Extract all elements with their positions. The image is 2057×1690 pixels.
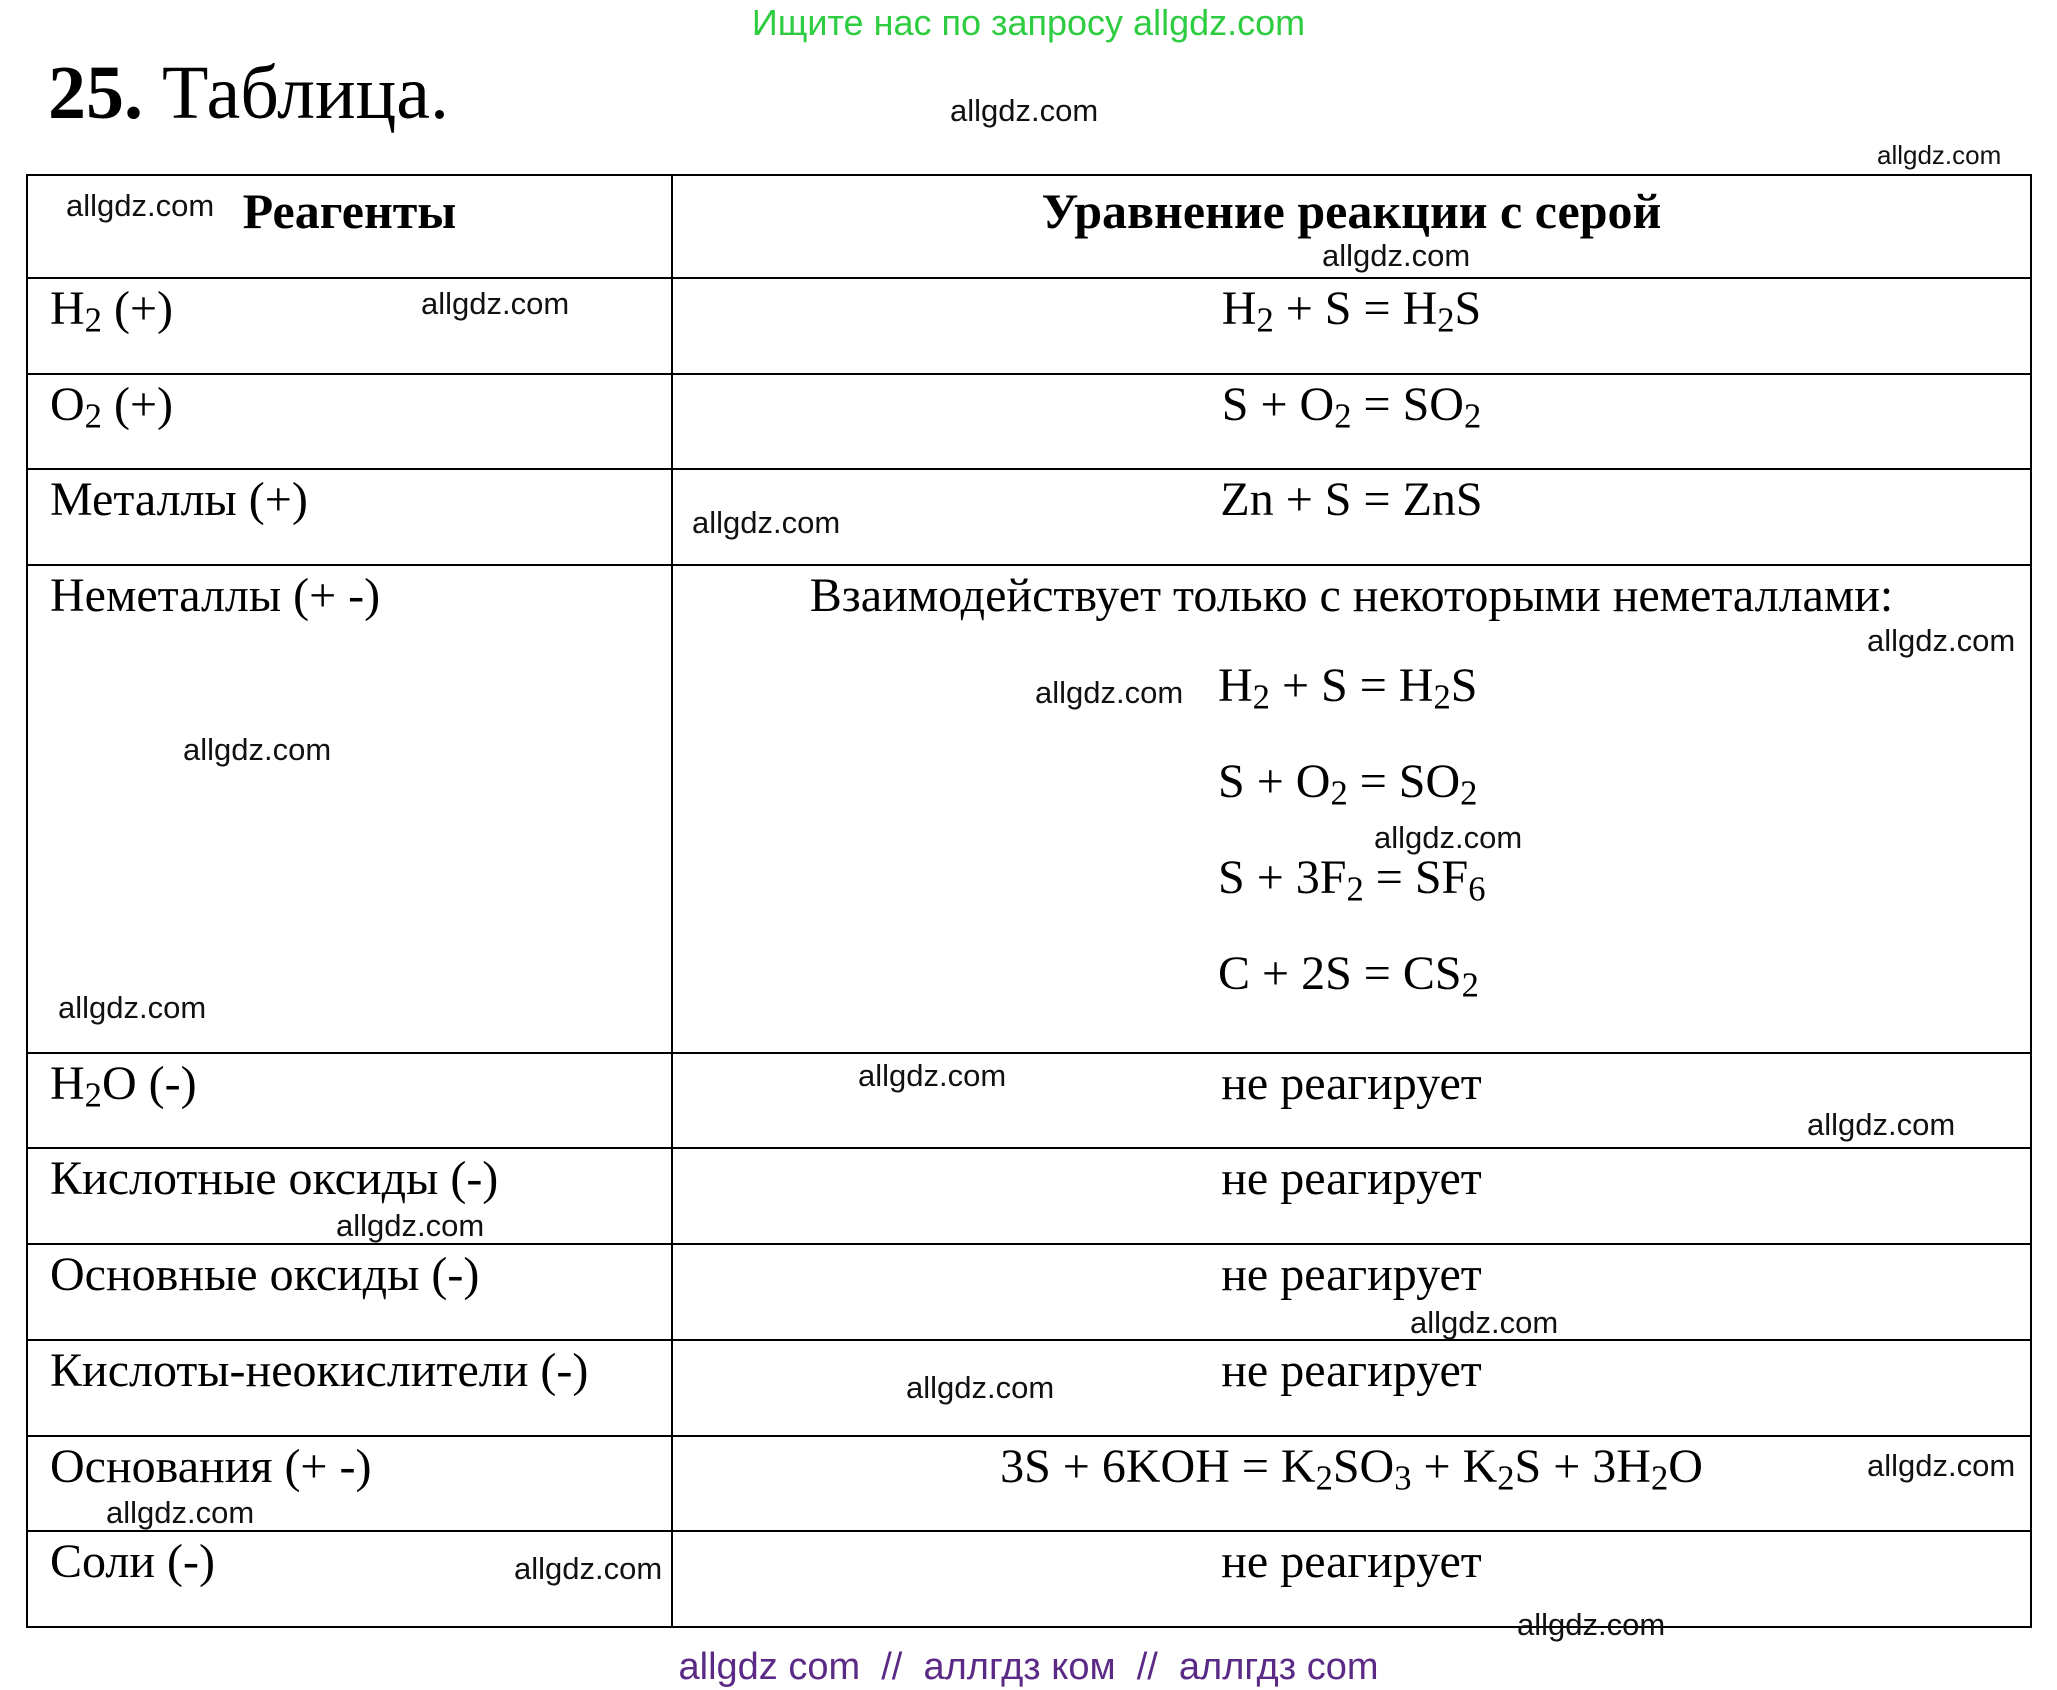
watermark: allgdz.com <box>421 286 570 321</box>
equation-cell <box>672 1436 2031 1532</box>
watermark: allgdz.com <box>692 505 841 540</box>
formula-text: H <box>1221 282 1257 335</box>
formula-text: C + 2S = CS <box>1218 947 1462 1001</box>
formula-text: Основания (+ -) <box>50 1439 372 1493</box>
table-row <box>27 1436 2031 1532</box>
equation-cell <box>672 1340 2031 1436</box>
header-row <box>27 175 2031 278</box>
subscript: 2 <box>1461 966 1479 1005</box>
formula-text: O <box>50 377 85 431</box>
equation <box>673 1151 2030 1206</box>
equation <box>673 1439 2030 1498</box>
watermark: allgdz.com <box>336 1208 485 1243</box>
equation <box>673 377 2030 436</box>
formula-text: S + O <box>1218 755 1331 809</box>
subscript: 2 <box>1650 1459 1669 1498</box>
watermark: allgdz.com <box>1877 140 2002 170</box>
watermark: allgdz.com <box>1322 238 1471 273</box>
formula-text: Неметаллы (+ -) <box>50 569 381 623</box>
equation <box>673 281 2030 340</box>
watermark: allgdz.com <box>1867 623 2016 658</box>
formula-text: не реагирует <box>1221 1152 1482 1206</box>
watermark: allgdz.com <box>1867 1448 2016 1483</box>
subscript: 2 <box>1252 678 1270 717</box>
formula-text: + S = H <box>1269 659 1434 713</box>
equation-cell <box>672 278 2031 374</box>
header-reagents: Реагенты <box>27 175 672 278</box>
equation-cell <box>672 1148 2031 1244</box>
watermark: allgdz.com <box>1035 675 1184 710</box>
formula-text: 3S + 6KOH = K <box>1000 1439 1316 1493</box>
watermark: allgdz.com <box>1410 1305 1559 1340</box>
equation <box>673 472 2030 527</box>
formula-text: (+) <box>101 377 173 431</box>
watermark: allgdz.com <box>514 1551 663 1586</box>
reagent-cell <box>27 374 672 470</box>
formula-text: H <box>50 1056 85 1110</box>
watermark: allgdz.com <box>906 1370 1055 1405</box>
formula-text: не реагирует <box>1221 1056 1482 1110</box>
table-row <box>27 1053 2031 1149</box>
equation-cell <box>672 469 2031 565</box>
page-title <box>48 50 449 137</box>
reagent-cell <box>27 1053 672 1149</box>
equation <box>1218 734 2030 830</box>
formula-text: (+) <box>101 282 173 335</box>
equation <box>1218 926 2030 1022</box>
formula-text: H <box>50 282 85 335</box>
equation <box>673 1534 2030 1589</box>
formula-text: O (-) <box>101 1056 197 1110</box>
formula-text: O <box>1668 1439 1703 1493</box>
reagent-cell <box>27 469 672 565</box>
watermark: allgdz.com <box>183 732 332 767</box>
title-text: Таблица. <box>162 51 450 135</box>
top-banner: Ищите нас по запросу allgdz.com <box>751 2 1306 43</box>
task-number: 25. <box>48 51 143 135</box>
subscript: 2 <box>1315 1459 1333 1498</box>
equation-cell <box>672 1531 2031 1627</box>
watermark: allgdz.com <box>106 1495 255 1530</box>
subscript: 2 <box>1334 397 1352 436</box>
formula-text: = SO <box>1351 377 1464 431</box>
subscript: 2 <box>1497 1459 1515 1498</box>
formula-text: S + 3H <box>1514 1439 1651 1493</box>
formula-text: = SO <box>1347 755 1461 809</box>
watermark: allgdz.com <box>1517 1607 1666 1642</box>
formula-text: S + O <box>1221 377 1335 431</box>
equation <box>673 1343 2030 1398</box>
reagent-cell <box>27 1244 672 1340</box>
equation <box>1218 830 2030 926</box>
subscript: 2 <box>1256 301 1274 340</box>
subscript: 2 <box>1433 678 1451 717</box>
formula-text: Металлы (+) <box>50 473 308 527</box>
formula-text: Основные оксиды (-) <box>50 1248 480 1302</box>
formula-text: не реагирует <box>1221 1343 1482 1397</box>
subscript: 6 <box>1468 870 1486 909</box>
subscript: 3 <box>1394 1459 1412 1498</box>
equation <box>673 1247 2030 1302</box>
table-row <box>27 469 2031 565</box>
subscript: 2 <box>84 397 102 436</box>
reagent-cell <box>27 565 672 1053</box>
formula-text: = SF <box>1363 851 1469 905</box>
formula-text: S <box>1454 282 1482 335</box>
reagent-cell <box>27 1340 672 1436</box>
watermark: allgdz.com <box>1374 820 1523 855</box>
equation-cell <box>672 565 2031 1053</box>
header-equation: Уравнение реакции с серой <box>672 175 2031 278</box>
formula-text: S <box>1450 659 1478 713</box>
watermark: allgdz.com <box>950 93 1099 128</box>
formula-text: H <box>1218 659 1253 713</box>
formula-text: Zn + S = ZnS <box>1220 473 1483 527</box>
equation-intro: Взаимодействует только с некоторыми неметаллами: <box>809 569 1894 623</box>
table-row <box>27 1244 2031 1340</box>
formula-text: Кислотные оксиды (-) <box>50 1152 499 1206</box>
equation-list <box>1218 638 2030 1022</box>
formula-text: Соли (-) <box>50 1535 215 1589</box>
formula-text: S + 3F <box>1218 851 1347 905</box>
formula-text: + K <box>1411 1439 1498 1493</box>
subscript: 2 <box>84 301 102 340</box>
subscript: 2 <box>1330 774 1348 813</box>
subscript: 2 <box>1460 774 1478 813</box>
equation-cell <box>672 1244 2031 1340</box>
subscript: 2 <box>1463 397 1482 436</box>
formula-text: + S = H <box>1273 282 1438 335</box>
table-row <box>27 1531 2031 1627</box>
footer-links: allgdz com // аллгдз ком // аллгдз com <box>678 1646 1379 1688</box>
reagent-cell <box>27 278 672 374</box>
watermark: allgdz.com <box>1807 1107 1956 1142</box>
table-row <box>27 565 2031 1053</box>
watermark: allgdz.com <box>58 990 207 1025</box>
formula-text: SO <box>1332 1439 1395 1493</box>
formula-text: не реагирует <box>1221 1535 1482 1589</box>
subscript: 2 <box>84 1076 102 1115</box>
equation-cell <box>672 374 2031 470</box>
subscript: 2 <box>1437 301 1455 340</box>
formula-text: не реагирует <box>1221 1248 1482 1302</box>
table-row <box>27 1148 2031 1244</box>
formula-text: Кислоты-неокислители (-) <box>50 1343 589 1397</box>
table-row <box>27 374 2031 470</box>
table-row <box>27 278 2031 374</box>
reactions-table <box>26 174 2032 1628</box>
subscript: 2 <box>1346 870 1364 909</box>
watermark: allgdz.com <box>66 188 215 223</box>
watermark: allgdz.com <box>858 1058 1007 1093</box>
